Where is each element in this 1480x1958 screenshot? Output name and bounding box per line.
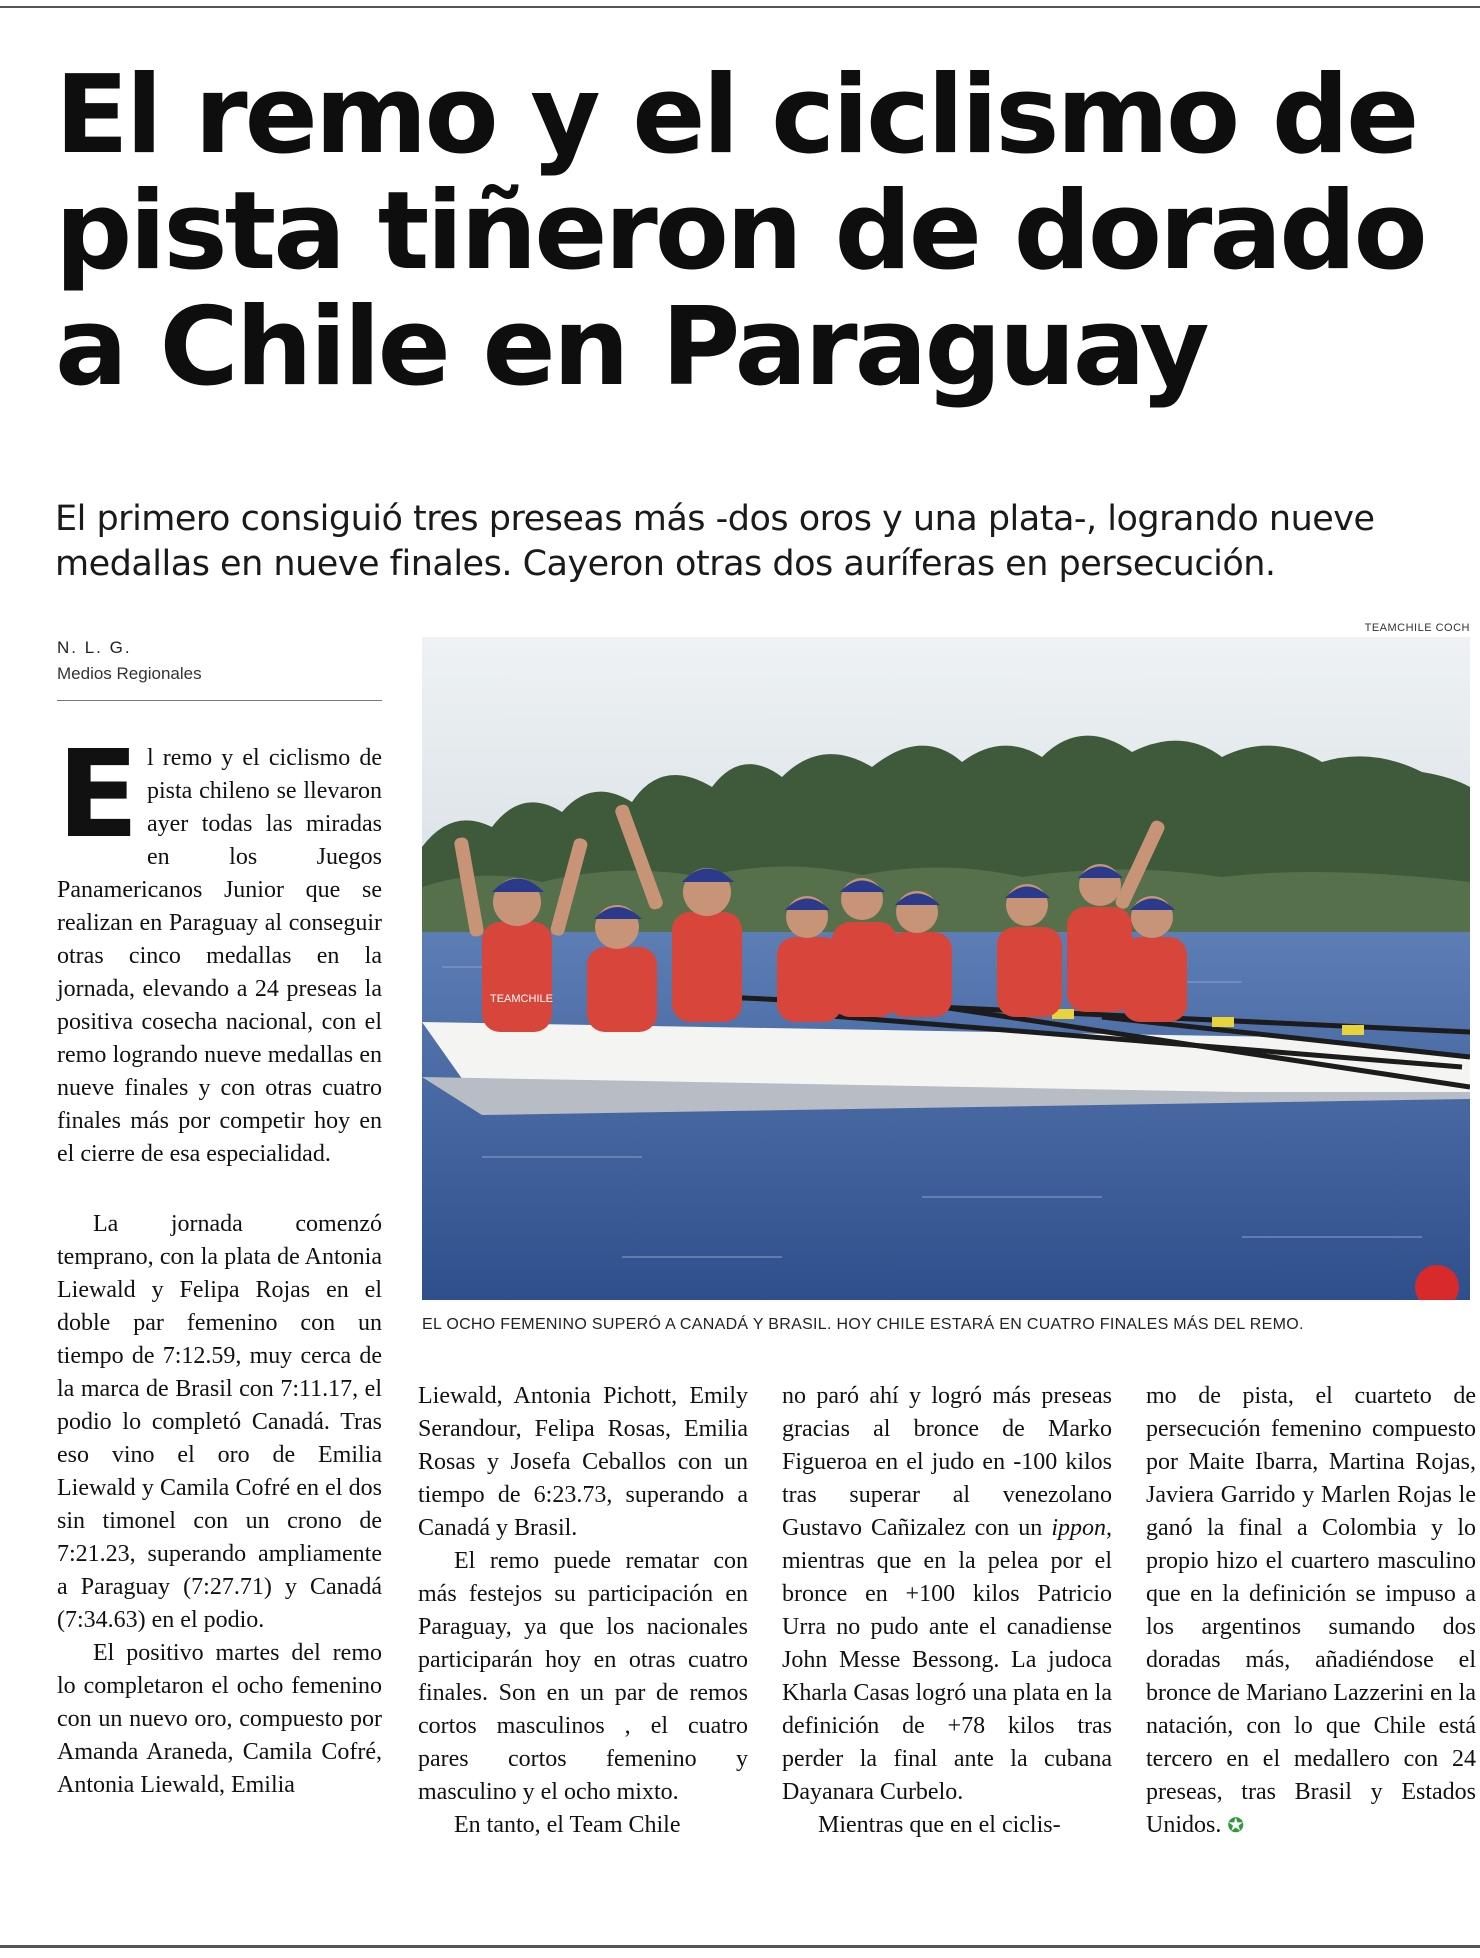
end-mark-icon: ✪ [1227, 1815, 1245, 1837]
byline-divider [57, 700, 382, 701]
paragraph-1-text: l remo y el ciclismo de pista chileno se llevaron ayer todas las miradas en los Juegos Panamericanos Junior que se realizan en Paraguay al conseguir otras cinco medallas en la jornada, elevando a 24 preseas la positiva cosecha nacional, con el remo logrando nueve medallas en nueve finales y con otras cuatro finales más por competir hoy en el cierre de esa especialidad. [57, 745, 382, 1167]
paragraph-4-text: El remo puede rematar con más festejos su participación en Paraguay, ya que los nacionales participarán hoy en otras cuatro finales. Son en un par de remos cortos masculinos , el cuatro pares cortos femenino y masculino y el ocho mixto. [418, 1548, 748, 1805]
paragraph-5 [782, 1380, 1112, 1809]
paragraph-2-text: La jornada comenzó temprano, con la plata de Antonia Liewald y Felipa Rojas en el doble par femenino con un tiempo de 7:12.59, muy cerca de la marca de Brasil con 7:11.17, el podio lo completó Canadá. Tras eso vino el oro de Emilia Liewald y Camila Cofré en el dos sin timonel con un crono de 7:21.23, superando ampliamente a Paraguay (7:27.71) y Canadá (7:34.63) en el podio. [57, 1211, 382, 1633]
rowing-photo-illustration [422, 637, 1470, 1300]
subheadline-line-1: El primero consiguió tres preseas más -dos oros y una plata-, logrando nueve [55, 499, 1375, 539]
paragraph-5-text-b: , mientras que en la pelea por el bronce en +100 kilos Patricio Urra no pudo ante el canadiense John Messe Bessong. La judoca Kharla Casas logró una plata en la definición de +78 kilos tras perder la final ante la cubana Dayanara Curbelo. [782, 1515, 1113, 1805]
paragraph-5-italic: ippon [1051, 1515, 1107, 1541]
paragraph-2 [57, 1208, 382, 1637]
top-rule [0, 6, 1480, 8]
article-column-1 [57, 726, 382, 1171]
photo-caption: EL OCHO FEMENINO SUPERÓ A CANADÁ Y BRASIL. HOY CHILE ESTARÁ EN CUATRO FINALES MÁS DEL REMO. [422, 1316, 1304, 1333]
article-column-3 [782, 1380, 1112, 1842]
subheadline [55, 497, 1465, 587]
paragraph-6-text: mo de pista, el cuarteto de persecución femenino compuesto por Maite Ibarra, Martina Rojas, Javiera Garrido y Marlen Rojas le ganó la final a Colombia y lo propio hizo el cuartero masculino que en la definición se impuso a los argentinos sumando dos doradas más, añadiéndose el bronce de Mariano Lazzerini en la natación, con lo que Chile está tercero en el medallero con 24 preseas, tras Brasil y Estados Unidos. [1146, 1383, 1476, 1838]
paragraph-3-cont-text: Liewald, Antonia Pichott, Emily Serandour, Felipa Rosas, Emilia Rosas y Josefa Ceballos con un tiempo de 6:23.73, superando a Canadá y Brasil. [418, 1383, 748, 1541]
paragraph-5-start [418, 1809, 748, 1842]
paragraph-4 [418, 1545, 748, 1809]
bottom-rule [0, 1945, 1480, 1948]
paragraph-1 [57, 726, 382, 1171]
paragraph-6-start-text: Mientras que en el ciclis- [818, 1812, 1061, 1838]
jersey-text: TEAMCHILE [490, 993, 553, 1005]
paragraph-5-text-a: no paró ahí y logró más preseas gracias al bronce de Marko Figueroa en el judo en -100 kilos tras superar al venezolano Gustavo Cañizalez con un [782, 1383, 1112, 1541]
article-column-4 [1146, 1380, 1476, 1843]
rowing-photo [422, 637, 1470, 1300]
paragraph-3-continued [418, 1380, 748, 1545]
headline-line-2: pista tiñeron de dorado [55, 169, 1425, 294]
paragraph-3-text: El positivo martes del remo lo completaron el ocho femenino con un nuevo oro, compuesto por Amanda Araneda, Camila Cofré, Antonia Liewald, Emilia [57, 1640, 382, 1798]
photo-credit: TEAMCHILE COCH [1364, 622, 1470, 634]
byline-author: N. L. G. [57, 638, 132, 657]
paragraph-6-start [782, 1809, 1112, 1842]
article-column-1-continued [57, 1208, 382, 1802]
tree-line-front [422, 866, 1470, 937]
paragraph-5-start-text: En tanto, el Team Chile [454, 1812, 681, 1838]
paragraph-6 [1146, 1380, 1476, 1843]
byline-outlet: Medios Regionales [57, 664, 202, 683]
headline [55, 53, 1455, 410]
headline-line-1: El remo y el ciclismo de [55, 53, 1417, 178]
byline [57, 638, 377, 684]
article-column-2 [418, 1380, 748, 1842]
subheadline-line-2: medallas en nueve finales. Cayeron otras dos auríferas en persecución. [55, 544, 1276, 584]
dropcap: E [57, 726, 139, 865]
headline-line-3: a Chile en Paraguay [55, 285, 1207, 410]
paragraph-3 [57, 1637, 382, 1802]
